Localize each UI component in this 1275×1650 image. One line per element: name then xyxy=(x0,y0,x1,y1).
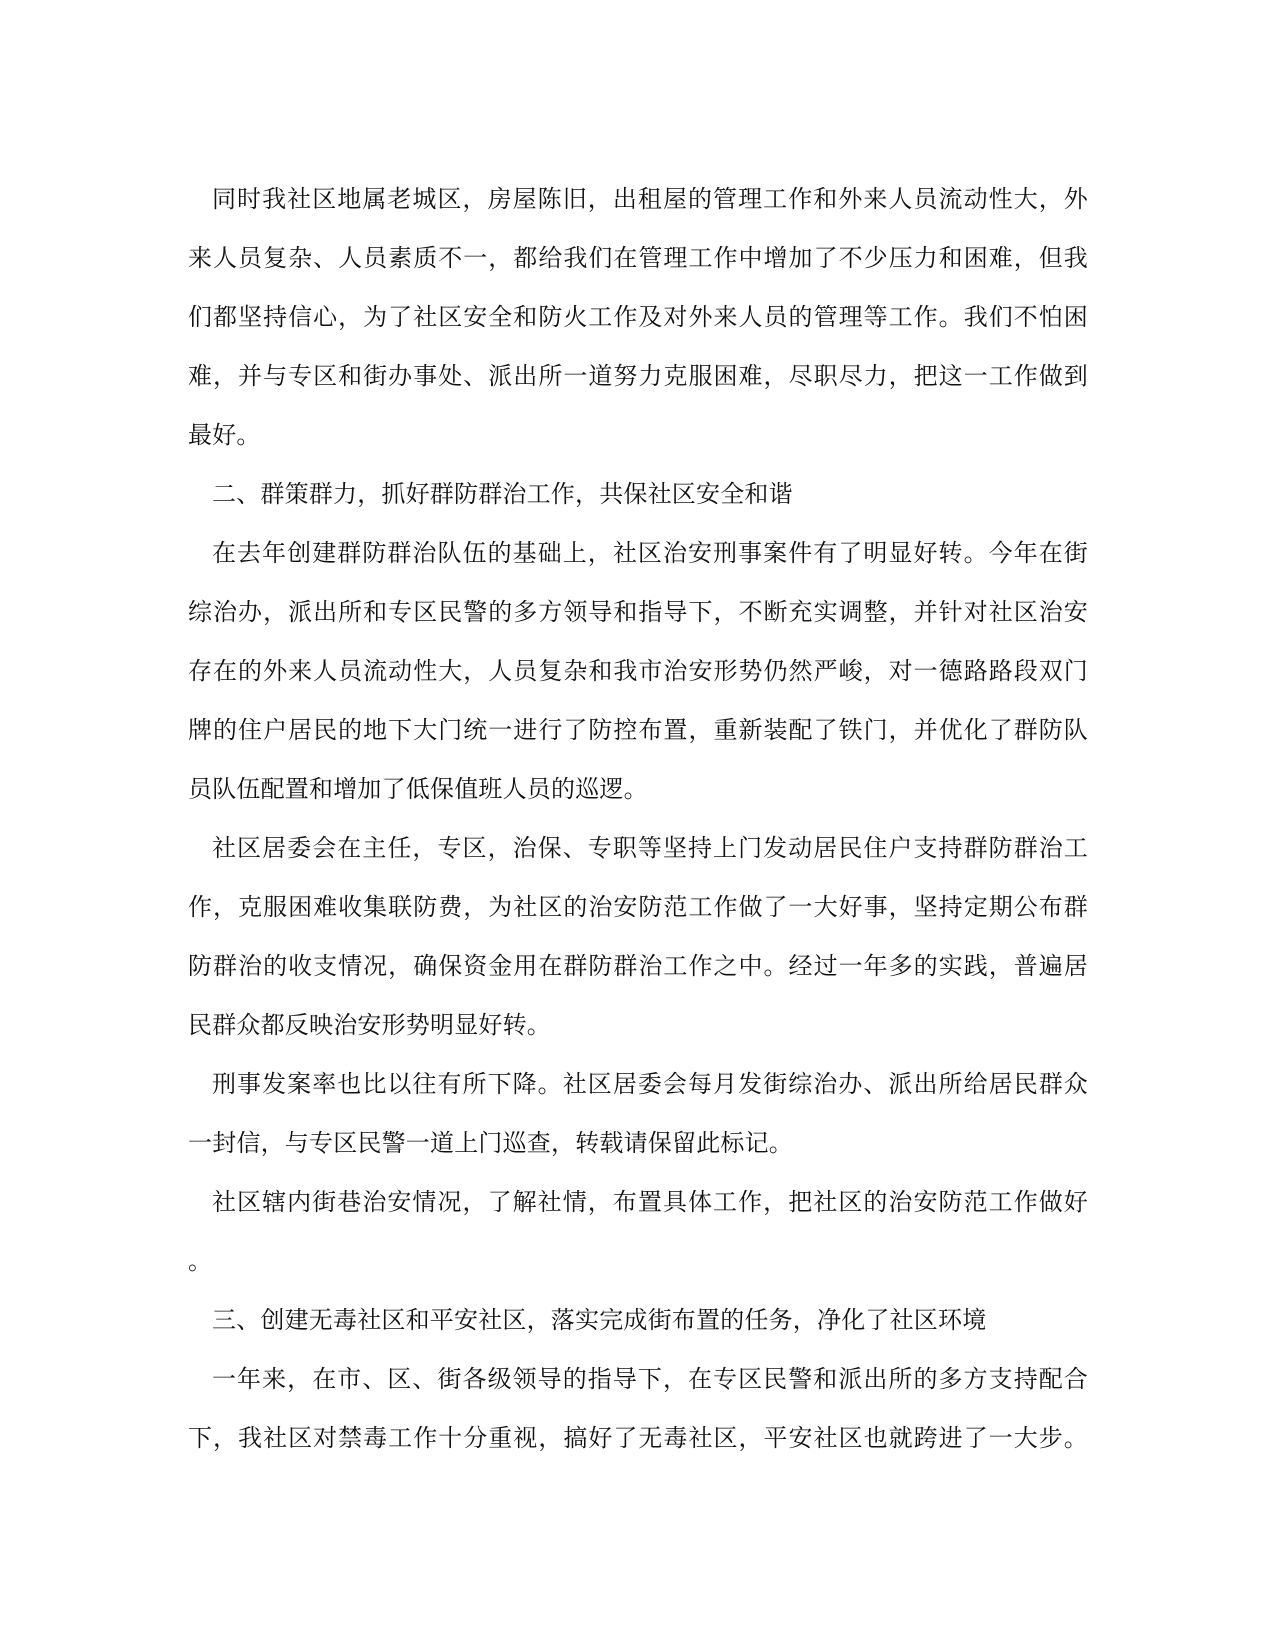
paragraph-crime-rate xyxy=(188,1055,1088,1173)
text-line: 最好。 xyxy=(188,421,261,449)
text-line: 存在的外来人员流动性大，人员复杂和我市治安形势仍然严峻，对一德路路段双门 xyxy=(188,657,1088,685)
text-line: 防群治的收支情况，确保资金用在群防群治工作之中。经过一年多的实践，普遍居 xyxy=(188,952,1088,980)
paragraph-old-district xyxy=(188,170,1088,465)
paragraph-committee xyxy=(188,819,1088,1055)
section-heading-2 xyxy=(188,465,1088,524)
heading-line: 二、群策群力，抓好群防群治工作，共保社区安全和谐 xyxy=(212,480,793,508)
text-line: 下，我社区对禁毒工作十分重视，搞好了无毒社区，平安社区也就跨进了一大步。 xyxy=(188,1424,1088,1452)
text-line: 同时我社区地属老城区，房屋陈旧，出租屋的管理工作和外来人员流动性大，外 xyxy=(212,185,1088,213)
text-line: 牌的住户居民的地下大门统一进行了防控布置，重新装配了铁门，并优化了群防队 xyxy=(188,716,1088,744)
document-body xyxy=(188,170,1088,1468)
text-line: 作，克服困难收集联防费，为社区的治安防范工作做了一大好事，坚持定期公布群 xyxy=(188,893,1088,921)
paragraph-drug-free xyxy=(188,1350,1088,1468)
text-line: 社区辖内街巷治安情况，了解社情，布置具体工作，把社区的治安防范工作做好 xyxy=(212,1188,1088,1216)
text-line: 来人员复杂、人员素质不一，都给我们在管理工作中增加了不少压力和困难，但我 xyxy=(188,244,1088,272)
text-line: 们都坚持信心，为了社区安全和防火工作及对外来人员的管理等工作。我们不怕困 xyxy=(188,303,1088,331)
text-line: 员队伍配置和增加了低保值班人员的巡逻。 xyxy=(188,775,648,803)
heading-line: 三、创建无毒社区和平安社区，落实完成街布置的任务，净化了社区环境 xyxy=(212,1306,987,1334)
section-heading-3 xyxy=(188,1291,1088,1350)
paragraph-street-security xyxy=(188,1173,1088,1291)
text-line: 民群众都反映治安形势明显好转。 xyxy=(188,1011,551,1039)
text-line: 一年来，在市、区、街各级领导的指导下，在专区民警和派出所的多方支持配合 xyxy=(212,1365,1088,1393)
text-line: 一封信，与专区民警一道上门巡查，转载请保留此标记。 xyxy=(188,1129,793,1157)
text-line: 社区居委会在主任，专区，治保、专职等坚持上门发动居民住户支持群防群治工 xyxy=(212,834,1088,862)
text-line: 在去年创建群防群治队伍的基础上，社区治安刑事案件有了明显好转。今年在街 xyxy=(212,539,1088,567)
paragraph-patrol-team xyxy=(188,524,1088,819)
text-line: 刑事发案率也比以往有所下降。社区居委会每月发街综治办、派出所给居民群众 xyxy=(212,1070,1088,1098)
text-line: 综治办，派出所和专区民警的多方领导和指导下，不断充实调整，并针对社区治安 xyxy=(188,598,1088,626)
text-line: 。 xyxy=(188,1247,213,1275)
text-line: 难，并与专区和街办事处、派出所一道努力克服困难，尽职尽力，把这一工作做到 xyxy=(188,362,1088,390)
